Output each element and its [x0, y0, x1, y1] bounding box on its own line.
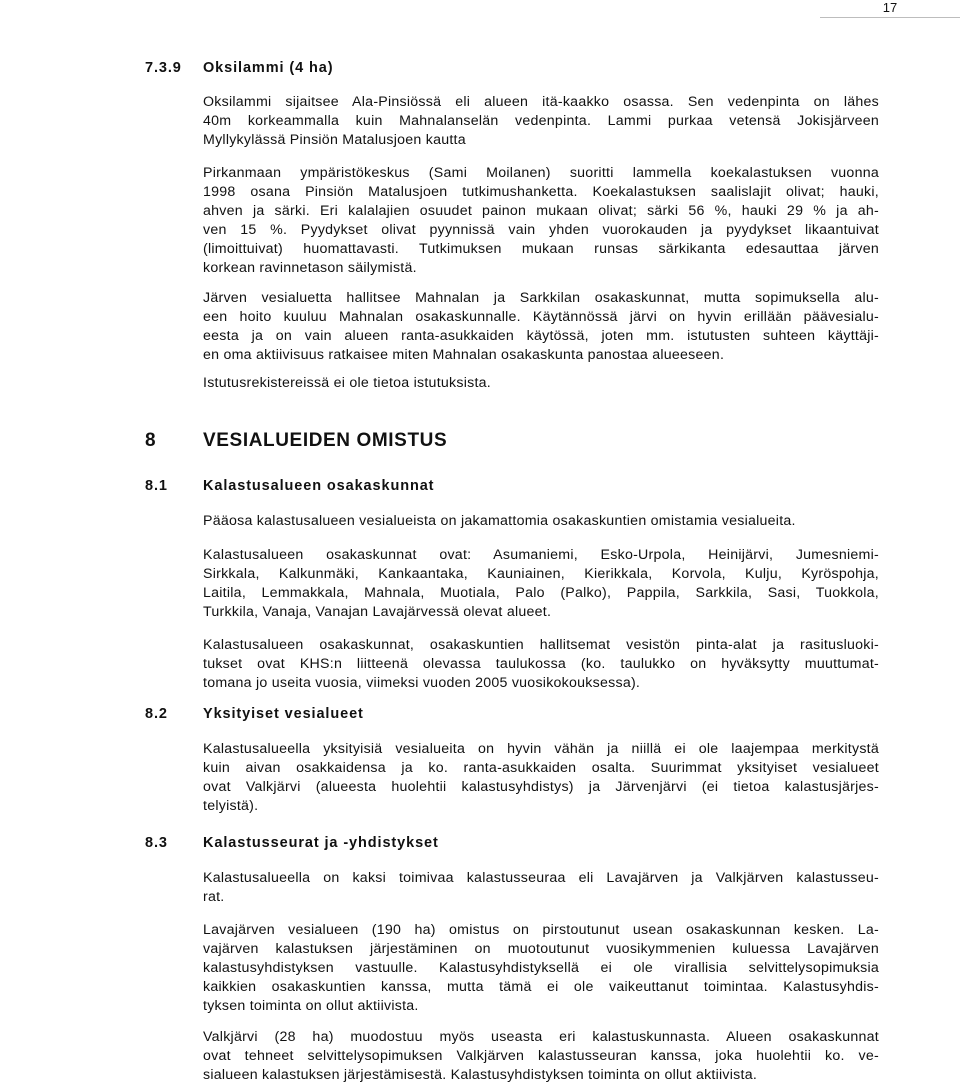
paragraph-line: tyksen toiminta on ollut aktiivista.	[203, 998, 419, 1014]
paragraph-line: ahven ja särki. Eri kalalajien osuudet painon mukaan olivat; särki 56 %, hauki 29 % ja ah-	[203, 203, 879, 219]
paragraph-line: Kalastusalueella yksityisiä vesialueita on hyvin vähän ja niillä ei ole laajempaa merkitystä	[203, 741, 879, 757]
paragraph-line: Pirkanmaan ympäristökeskus (Sami Moilanen) suoritti lammella koekalastuksen vuonna	[203, 165, 879, 181]
paragraph-line: tukset ovat KHS:n liitteenä olevassa taulukossa (ko. taulukko on hyväksytty muuttumat-	[203, 656, 879, 672]
heading-number: 7.3.9	[145, 60, 182, 76]
paragraph	[203, 740, 879, 816]
paragraph-line: Pääosa kalastusalueen vesialueista on jakamattomia osakaskuntien omistamia vesialueita.	[203, 513, 796, 529]
paragraph-line: ovat tehneet selvittelysopimuksen Valkjärven kalastusseuran kanssa, joka huolehtii ko. ve-	[203, 1048, 879, 1064]
paragraph-line: Valkjärvi (28 ha) muodostuu myös useasta eri kalastuskunnasta. Alueen osakaskunnat	[203, 1029, 879, 1045]
paragraph-line: kaikkien osakaskuntien kanssa, mutta tämä ei ole vaikeuttanut toimintaa. Kalastusyhdis-	[203, 979, 879, 995]
paragraph	[203, 921, 879, 1016]
paragraph-line: Kalastusalueella on kaksi toimivaa kalastusseuraa eli Lavajärven ja Valkjärven kalastusseu-	[203, 870, 879, 886]
heading-title: Yksityiset vesialueet	[203, 706, 364, 722]
paragraph-line: ovat Valkjärvi (alueesta huolehtii kalastusyhdistys) ja Järvenjärvi (ei tietoa kalastusjärjes-	[203, 779, 879, 795]
paragraph-line: Lavajärven vesialueen (190 ha) omistus on pirstoutunut usean osakaskunnan kesken. La-	[203, 922, 879, 938]
paragraph-line: kuin aivan osakkaidensa ja ko. ranta-asukkaiden osalta. Suurimmat yksityiset vesialueet	[203, 760, 879, 776]
heading-title: Oksilammi (4 ha)	[203, 60, 334, 76]
paragraph-line: Sirkkala, Kalkunmäki, Kankaantaka, Kauniainen, Kierikkala, Korvola, Kulju, Kyröspohja,	[203, 566, 879, 582]
paragraph-line: tomana jo useita vuosia, viimeksi vuoden 2005 vuosikokouksessa).	[203, 675, 641, 691]
paragraph	[203, 289, 879, 365]
paragraph-line: Oksilammi sijaitsee Ala-Pinsiössä eli alueen itä-kaakko osassa. Sen vedenpinta on lähes	[203, 94, 879, 110]
paragraph	[203, 374, 879, 393]
paragraph-line: telyistä).	[203, 798, 259, 814]
paragraph-line: Turkkila, Vanaja, Vanajan Lavajärvessä olevat alueet.	[203, 604, 552, 620]
paragraph	[203, 93, 879, 150]
paragraph-line: 1998 osana Pinsiön Matalusjoen tutkimushanketta. Koekalastuksen saalislajit olivat; hauki,	[203, 184, 879, 200]
page-number: 17	[820, 0, 960, 18]
paragraph-line: rat.	[203, 889, 225, 905]
paragraph-line: 40m korkeammalla kuin Mahnalanselän vedenpinta. Lammi purkaa vetensä Jokisjärveen	[203, 113, 879, 129]
paragraph-line: korkean ravinnetason säilymistä.	[203, 260, 417, 276]
paragraph-line: sialueen kalastuksen järjestämisestä. Kalastusyhdistyksen toiminta on ollut aktiivista.	[203, 1067, 758, 1083]
paragraph	[203, 636, 879, 693]
heading-8-3	[145, 835, 439, 851]
paragraph	[203, 869, 879, 907]
heading-title: VESIALUEIDEN OMISTUS	[203, 430, 448, 451]
heading-number: 8.2	[145, 706, 168, 722]
paragraph-line: kalastusyhdistyksen vastuulle. Kalastusyhdistyksellä ei ole virallisia selvittelysopimuksia	[203, 960, 879, 976]
heading-number: 8	[145, 430, 157, 451]
paragraph-line: (limoittuivat) huomattavasti. Tutkimuksen mukaan runsas särkikanta edesauttaa järven	[203, 241, 879, 257]
paragraph	[203, 546, 879, 622]
paragraph-line: Kalastusalueen osakaskunnat, osakaskuntien hallitsemat vesistön pinta-alat ja rasitusluoki-	[203, 637, 879, 653]
heading-8	[145, 430, 447, 452]
heading-7-3-9	[145, 60, 333, 76]
paragraph-line: een hoito kuuluu Mahnalan osakaskunnalle. Käytännössä järvi on hyvin erillään päävesialu-	[203, 309, 879, 325]
paragraph-line: ven 15 %. Pyydykset olivat pyynnissä vain yhden vuorokauden ja pyydykset likaantuivat	[203, 222, 879, 238]
paragraph-line: vajärven kalastuksen järjestäminen on muotoutunut vuosikymmenien kuluessa Lavajärven	[203, 941, 879, 957]
heading-title: Kalastusseurat ja -yhdistykset	[203, 835, 439, 851]
heading-8-2	[145, 706, 364, 722]
paragraph	[203, 1028, 879, 1085]
paragraph-line: Järven vesialuetta hallitsee Mahnalan ja Sarkkilan osakaskunnat, mutta sopimuksella alu-	[203, 290, 879, 306]
paragraph-line: eesta ja on vain alueen ranta-asukkaiden käytössä, joten mm. istutusten suhteen käyttäji-	[203, 328, 879, 344]
paragraph	[203, 164, 879, 278]
paragraph-line: Kalastusalueen osakaskunnat ovat: Asumaniemi, Esko-Urpola, Heinijärvi, Jumesniemi-	[203, 547, 879, 563]
paragraph	[203, 512, 879, 531]
heading-8-1	[145, 478, 434, 494]
paragraph-line: Myllykylässä Pinsiön Matalusjoen kautta	[203, 132, 466, 148]
heading-number: 8.3	[145, 835, 168, 851]
paragraph-line: Laitila, Lemmakkala, Mahnala, Muotiala, Palo (Palko), Pappila, Sarkkila, Sasi, Tuokkola,	[203, 585, 879, 601]
heading-number: 8.1	[145, 478, 168, 494]
paragraph-line: en oma aktiivisuus ratkaisee miten Mahnalan osakaskunta panostaa alueeseen.	[203, 347, 725, 363]
paragraph-line: Istutusrekistereissä ei ole tietoa istutuksista.	[203, 375, 491, 391]
heading-title: Kalastusalueen osakaskunnat	[203, 478, 435, 494]
